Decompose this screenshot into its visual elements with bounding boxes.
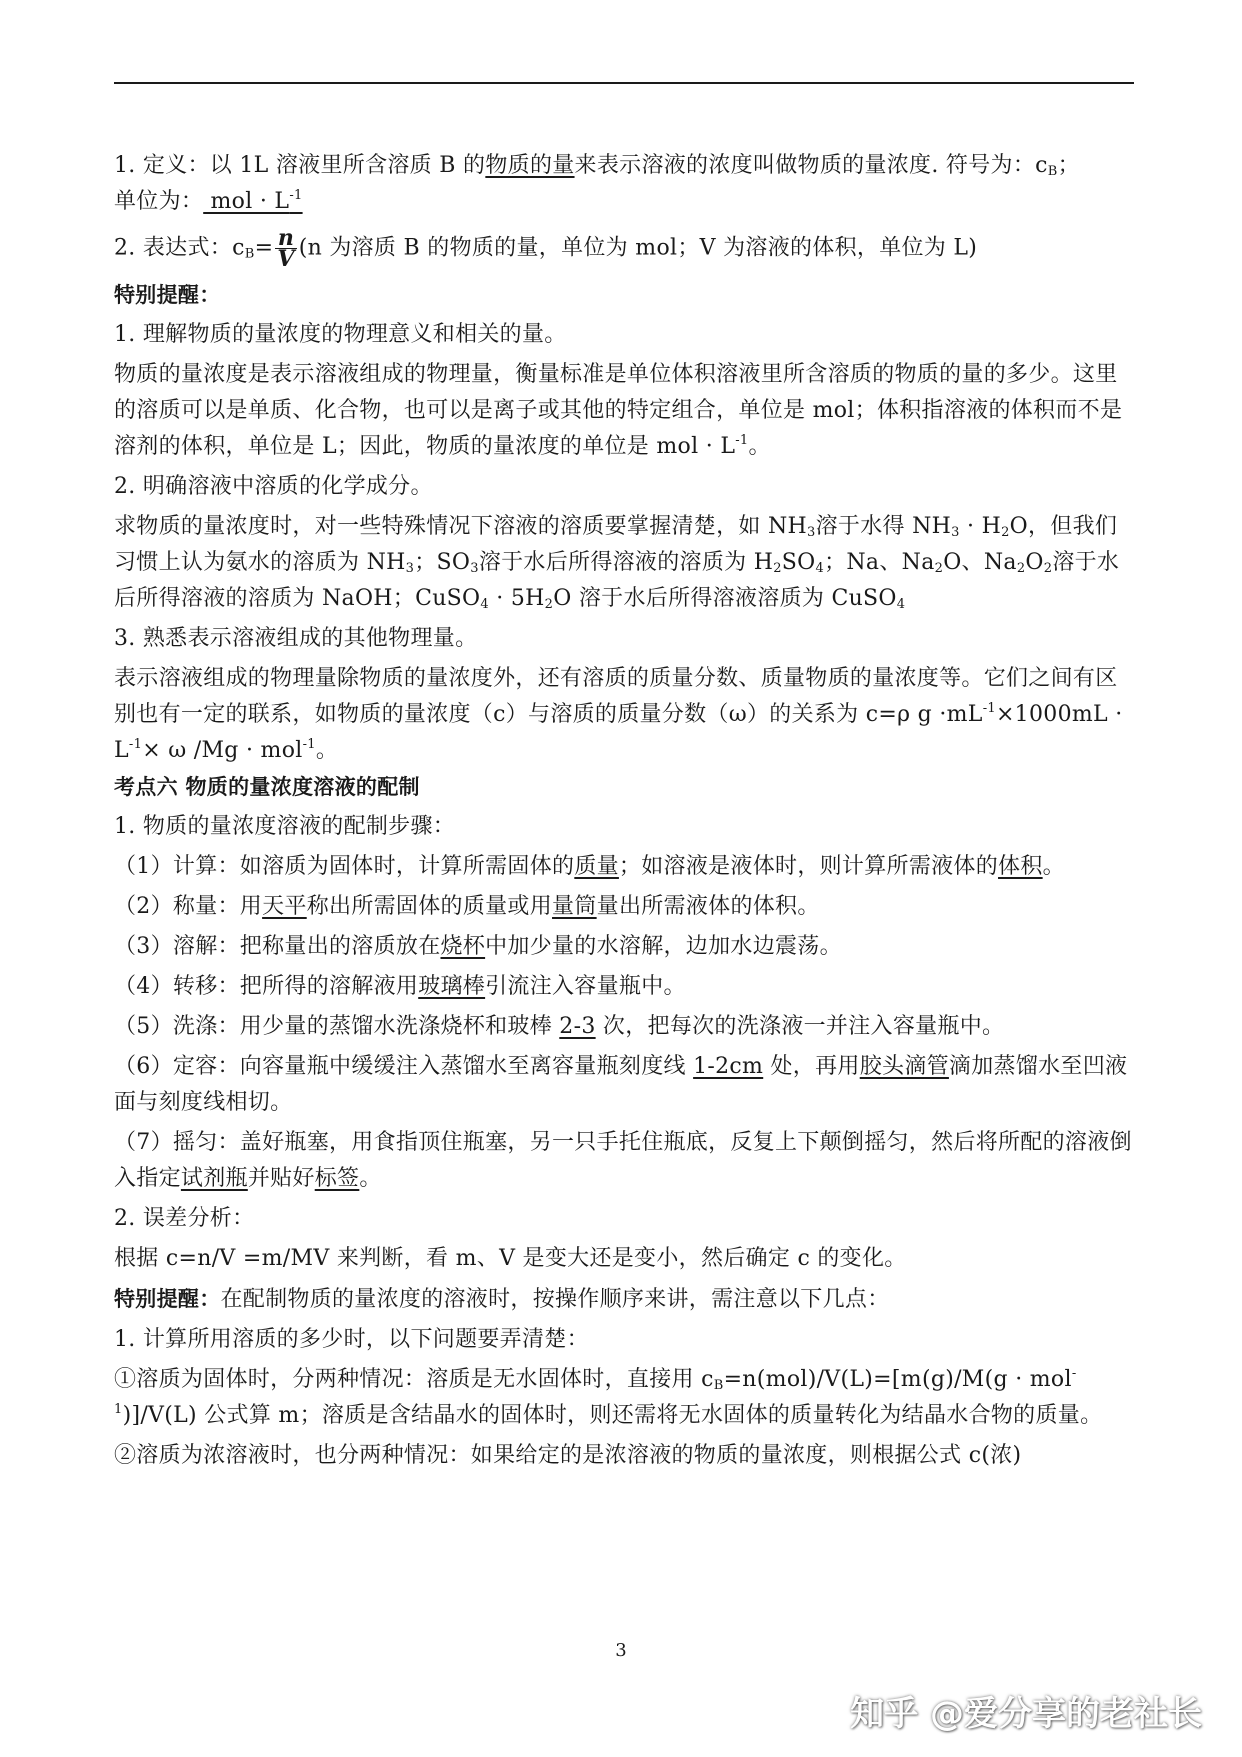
step-6: （6）定容：向容量瓶中缓缓注入蒸馏水至离容量瓶刻度线 1-2cm 处，再用胶头滴管滴加蒸馏水至凹液面与刻度线相切。 [114,1054,1128,1115]
zhihu-watermark: 知乎 @爱分享的老社长 [850,1694,1202,1734]
calc-heading: 1. 计算所用溶质的多少时，以下问题要弄清楚： [114,1327,589,1352]
solid-solute-case: ①溶质为固体时，分两种情况：溶质是无水固体时，直接用 $c_B=n(mol)/V(L)=[m(g)/M(g \cdot mol^{-1})]/V(L)$ 公式算 m；溶质是含结晶水的固体时，则还需将无水固体的质量转化为结晶水合物的质量。 [114,1366,1103,1428]
step-1: （1）计算：如溶质为固体时，计算所需固体的质量；如溶液是液体时，则计算所需液体的体积。 [114,854,1065,879]
point-3-body: 表示溶液组成的物理量除物质的量浓度外，还有溶质的质量分数、质量物质的量浓度等。它们之间有区别也有一定的联系，如物质的量浓度（c）与溶质的质量分数（ω）的关系为 c=ρ $g \cdot mL^{-1}\times 1000mL \cdot L^{-1}\times \omega$ /Mg · mol$^{-1}$。 [114,666,1123,763]
document-body [114,148,1134,1478]
special-reminder-2: 特别提醒：在配制物质的量浓度的溶液时，按操作顺序来讲，需注意以下几点： [114,1287,890,1312]
point-3-heading: 3. 熟悉表示溶液组成的其他物理量。 [114,626,478,651]
definition-paragraph: 1. 定义：以 1L 溶液里所含溶质 B 的物质的量来表示溶液的浓度叫做物质的量浓度. 符号为：$c_B$； 单位为： mol · $L^{-1}$ [114,153,1080,214]
point-2-body: 求物质的量浓度时，对一些特殊情况下溶液的溶质要掌握清楚，如 $NH_3$溶于水得 $NH_3 \cdot H_2O$，但我们习惯上认为氨水的溶质为 $NH_3$；$SO_3$溶于水后所得溶液的溶质为 $H_2SO_4$；Na、$Na_2O$、$Na_2O_2$溶于水后所得溶液的溶质为 NaOH；CuSO$_4$ · $5H_2O$ 溶于水后所得溶液溶质为 CuSO$_4$ [114,514,1120,612]
step-5: （5）洗涤：用少量的蒸馏水洗涤烧杯和玻棒 2-3 次，把每次的洗涤液一并注入容量瓶中。 [114,1014,1005,1039]
error-analysis-heading: 2. 误差分析： [114,1206,255,1231]
step-4: （4）转移：把所得的溶解液用玻璃棒引流注入容量瓶中。 [114,974,686,999]
point-1-heading: 1. 理解物质的量浓度的物理意义和相关的量。 [114,322,567,347]
underlined-term: 物质的量 [485,153,575,178]
steps-heading: 1. 物质的量浓度溶液的配制步骤： [114,814,456,839]
special-reminder-heading: 特别提醒： [114,283,221,307]
point-2-heading: 2. 明确溶液中溶质的化学成分。 [114,474,433,499]
step-2: （2）称量：用天平称出所需固体的质量或用量筒量出所需液体的体积。 [114,894,820,919]
error-analysis-body: 根据 c=n/V =m/MV 来判断，看 m、V 是变大还是变小，然后确定 c 的变化。 [114,1246,907,1271]
fraction-n-over-v: $\frac{n}{V}$ [277,225,295,272]
step-3: （3）溶解：把称量出的溶质放在烧杯中加少量的水溶解，边加水边震荡。 [114,934,842,959]
expression-paragraph: 2. 表达式：$c_B=$ $\frac{n}{V}$ (n 为溶质 B 的物质的量，单位为 mol；V 为溶液的体积，单位为 L) [114,225,978,272]
header-rule [114,82,1134,84]
point-1-body: 物质的量浓度是表示溶液组成的物理量，衡量标准是单位体积溶液里所含溶质的物质的量的多少。这里的溶质可以是单质、化合物，也可以是离子或其他的特定组合，单位是 mol；体积指溶液的体积而不是溶剂的体积，单位是 L；因此，物质的量浓度的单位是 mol · $L^{-1}$。 [114,362,1123,459]
concentrated-solution-case: ②溶质为浓溶液时，也分两种情况：如果给定的是浓溶液的物质的量浓度，则根据公式 c(浓) [114,1443,1022,1468]
page-number: 3 [615,1640,627,1661]
section-heading: 考点六 物质的量浓度溶液的配制 [114,775,420,799]
step-7: （7）摇匀：盖好瓶塞，用食指顶住瓶塞，另一只手托住瓶底，反复上下颠倒摇匀，然后将所配的溶液倒入指定试剂瓶并贴好标签。 [114,1130,1132,1191]
underlined-unit: mol · $L^{-1}$ [203,188,303,214]
